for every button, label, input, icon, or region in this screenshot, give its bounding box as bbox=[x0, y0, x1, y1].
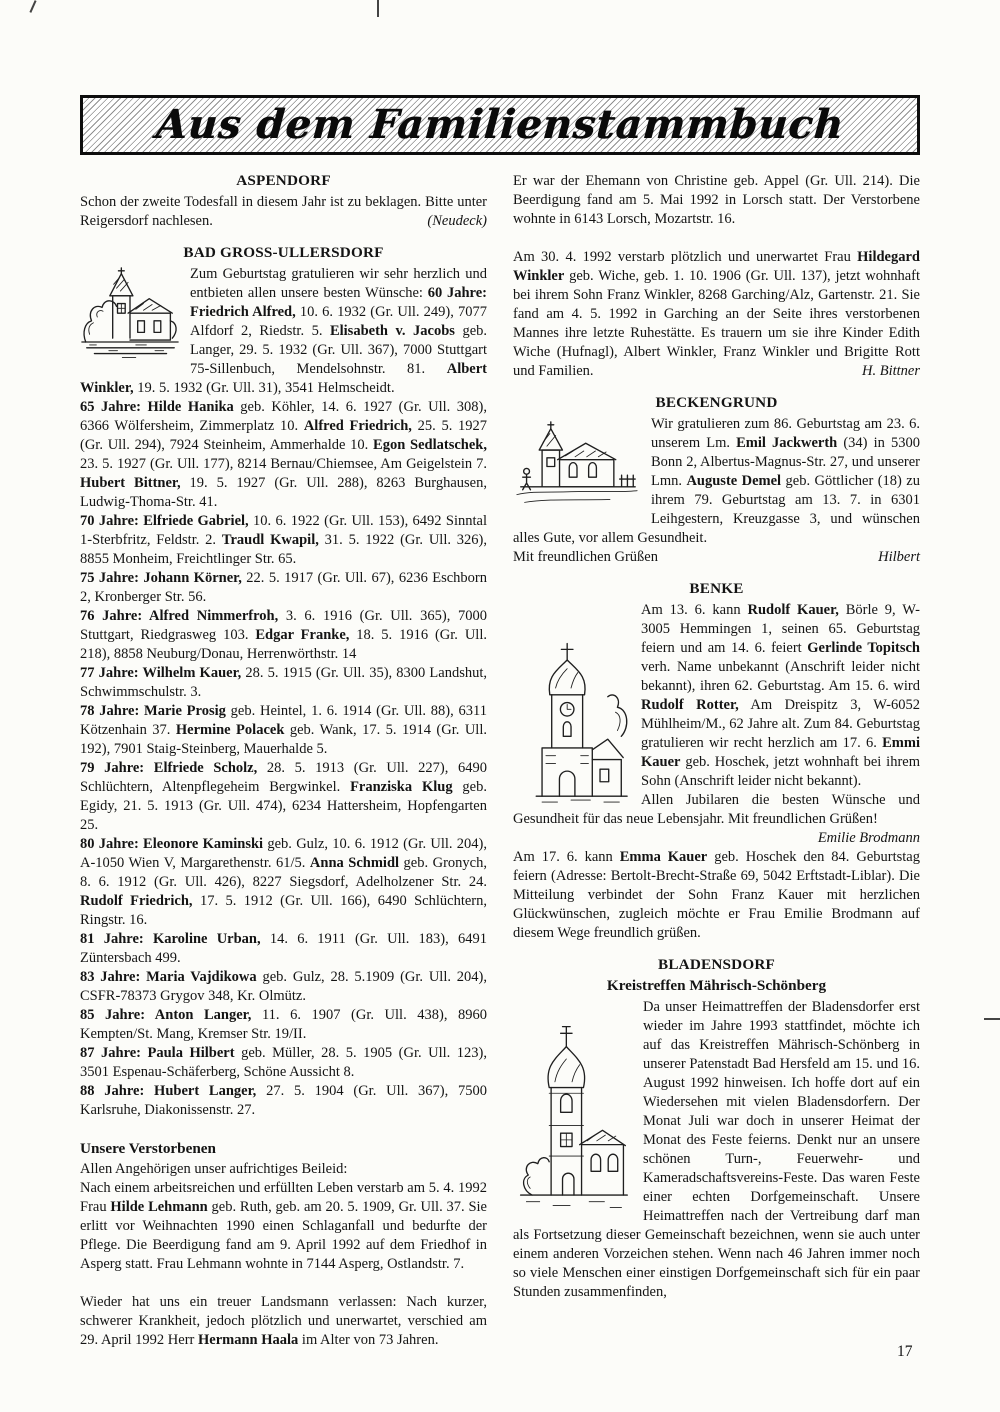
section-benke bbox=[513, 601, 920, 943]
signature: (Neudeck) bbox=[427, 213, 487, 229]
paragraph: Nach einem arbeitsreichen und erfüllten Leben verstarb am 5. 4. 1992 Frau Hilde Lehmann geb. Ruth, geb. am 20. 5. 1909, Gr. Ull. 37. Sie erlitt vor Weihnachten 1990 einen Schlaganfall und bedurfte der Pflege. Die Beerdigung fand am 9. April 1992 auf dem Friedhof in Asperg statt. Frau Lehmann wohnte in 7144 Asperg, Ostlandstr. 7. bbox=[80, 1180, 487, 1272]
paragraph: 77 Jahre: Wilhelm Kauer, 28. 5. 1915 (Gr. Ull. 35), 8300 Landshut, Schwimmschulstr. 3. bbox=[80, 665, 487, 700]
paragraph: 87 Jahre: Paula Hilbert geb. Müller, 28. 5. 1905 (Gr. Ull. 123), 3501 Espenau-Schäferberg, Schöne Aussicht 8. bbox=[80, 1045, 487, 1080]
section-bladensdorf bbox=[513, 998, 920, 1302]
left-column bbox=[80, 172, 487, 1350]
section-banner bbox=[80, 95, 920, 155]
paragraph: Am 13. 6. kann Rudolf Kauer, Börle 9, W-3005 Hemmingen 1, seinen 65. Geburtstag feiern und am 14. 6. feiert Gerlinde Topitsch verh. Name unbekannt (Anschrift leider nicht bekannt), ihren 62. Geburtstag. Am 15. 6. wird Rudolf Rotter, Am Dreispitz 3, W-6052 Mühlheim/M., 62 Jahre alt. Zum 84. Geburtstag gratulieren wir recht herzlich am 17. 6. Emmi Kauer geb. Hoschek, jetzt wohnhaft bei ihrem Sohn (Anschrift leider nicht bekannt). bbox=[641, 602, 921, 789]
page-number: 17 bbox=[897, 1343, 913, 1360]
church-illustration-icon bbox=[80, 267, 180, 367]
section-heading-benke: BENKE bbox=[689, 580, 744, 597]
paragraph: Mit freundlichen Grüßen Hilbert bbox=[513, 549, 920, 565]
paragraph: 70 Jahre: Elfriede Gabriel, 10. 6. 1922 (Gr. Ull. 153), 6492 Sinntal 1-Sterbfritz, Feldstr. 2. Traudl Kwapil, 31. 5. 1922 (Gr. Ull. 326), 8855 Monheim, Freichtlinger Str. 65. bbox=[80, 513, 488, 567]
paragraph: 79 Jahre: Elfriede Scholz, 28. 5. 1913 (Gr. Ull. 227), 6490 Schlüchtern, Altenpflegeheim Bergwinkel. Franziska Klug geb. Egidy, 21. 5. 1913 (Gr. Ull. 474), 6234 Hattersheim, Hopfengarten 25. bbox=[80, 760, 488, 833]
section-beckengrund bbox=[513, 415, 920, 567]
paragraph: 80 Jahre: Eleonore Kaminski geb. Gulz, 10. 6. 1912 (Gr. Ull. 204), A-1050 Wien V, Margarethenstr. 61/5. Anna Schmidl geb. Gronych, 8. 6. 1912 (Gr. Ull. 426), 8227 Siegsdorf, Adelholzener Str. 24. Rudolf Friedrich, 17. 5. 1912 (Gr. Ull. 166), 6490 Schlüchtern, Ringstr. 16. bbox=[80, 836, 488, 928]
baroque-church-illustration-icon bbox=[513, 1000, 633, 1216]
section-subheading-kreistreffen: Kreistreffen Mährisch-Schönberg bbox=[606, 977, 827, 994]
paragraph: Am 30. 4. 1992 verstarb plötzlich und unerwartet Frau Hildegard Winkler geb. Wiche, geb. 1. 10. 1906 (Gr. Ull. 137), jetzt wohnhaft bei ihrem Sohn Franz Winkler, 8268 Garching/Alz, Gartenstr. 21. Sie fand am 4. 5. 1992 in Garching an der Seite ihres verstorbenen Mannes ihre letzte Ruhestätte. Es trauern um sie ihre Kinder Edith Wiche (Hufnagl), Albert Winkler, Franz Winkler und Brigitte Rott und Familien. H. Bittner bbox=[513, 249, 920, 379]
section-heading-beckengrund: BECKENGRUND bbox=[655, 394, 778, 411]
section-heading-aspendorf: ASPENDORF bbox=[236, 172, 331, 189]
paragraph: Da unser Heimattreffen der Bladensdorfer erst wieder im Jahre 1993 stattfindet, möchte ich auf das Kreistreffen Mährisch-Schönberg in unserer Patenstadt Bad Hersfeld am 15. und 16. August 1992 hinweisen. Ich hoffe dort auf ein Wiedersehen mit vielen Bladensdorfern. Der Monat Juli war doch in unserer Heimat der Monat des Feste feierns. Denkt nur an unsere schönen Turn-, Feuerwehr- und Kameradschaftsvereins-Feste. Das waren Feste einer echten Dorfgemeinschaft. Unsere Heimattreffen nach der Vertreibung darf man als Fortsetzung dieser Gemeinschaft bezeichnen, wenn sie auch unter einem anderen Vorzeichen stehen. Wenn nach 46 Jahren immer noch so viele Menschen einer einstigen Dorfgemeinschaft sich für ein paar Stunden zusammenfinden, bbox=[513, 999, 920, 1300]
section-winkler-obituary bbox=[513, 172, 920, 381]
paragraph: Allen Jubilaren die besten Wünsche und Gesundheit für das neue Lebensjahr. Mit freundlichen Grüßen! Emilie Brodmann bbox=[513, 792, 920, 846]
two-column-layout bbox=[80, 172, 920, 1350]
section-verstorbene bbox=[80, 1160, 487, 1350]
section-heading-bad-gross-ullersdorf: BAD GROSS-ULLERSDORF bbox=[183, 244, 384, 261]
paragraph: Wir gratulieren zum 86. Geburtstag am 23. 6. unserem Lm. Emil Jackwerth (34) in 5300 Bonn 2, Albertus-Magnus-Str. 27, und unserer Lmn. Auguste Demel geb. Göttlicher (18) zu ihrem 79. Geburtstag am 13. 7. in 6301 Leihgestern, Kreuzgasse 3, und wünschen alles Gute, vor allem Gesundheit. bbox=[513, 416, 920, 546]
paragraph: 85 Jahre: Anton Langer, 11. 6. 1907 (Gr. Ull. 438), 8960 Kempten/St. Mang, Kremser Str. 19/II. bbox=[80, 1007, 487, 1042]
page-title: Aus dem Familienstammbuch bbox=[154, 101, 846, 148]
registration-mark bbox=[29, 0, 36, 13]
section-aspendorf bbox=[80, 193, 487, 231]
page-content bbox=[80, 95, 920, 1350]
paragraph: 88 Jahre: Hubert Langer, 27. 5. 1904 (Gr. Ull. 367), 7500 Karlsruhe, Diakonissenstr. 27. bbox=[80, 1083, 487, 1118]
right-column bbox=[513, 172, 920, 1350]
paragraph: 83 Jahre: Maria Vajdikowa geb. Gulz, 28. 5.1909 (Gr. Ull. 204), CSFR-78373 Grygov 348, Kr. Olmütz. bbox=[80, 969, 487, 1004]
signature: Emilie Brodmann bbox=[817, 830, 920, 846]
chapel-illustration-icon bbox=[513, 417, 641, 516]
paragraph: 65 Jahre: Hilde Hanika geb. Köhler, 14. 6. 1927 (Gr. Ull. 308), 6366 Wölfersheim, Zimmerplatz 10. Alfred Friedrich, 25. 5. 1927 (Gr. Ull. 294), 7924 Steinheim, Ammerhalde 10. Egon Sedlatschek, 23. 5. 1927 (Gr. Ull. 177), 8214 Bernau/Chiemsee, Am Geigelstein 7. Hubert Bittner, 19. 5. 1927 (Gr. Ull. 288), 8263 Burghausen, Ludwig-Thoma-Str. 41. bbox=[80, 399, 488, 510]
paragraph: Zum Geburtstag gratulieren wir sehr herzlich und entbieten allen unsere besten Wünsche: 60 Jahre: Friedrich Alfred, 10. 6. 1932 (Gr. Ull. 249), 7077 Alfdorf 2, Riedstr. 5. Elisabeth v. Jacobs geb. Langer, 29. 5. 1932 (Gr. Ull. 367), 7000 Stuttgart 75-Sillenbuch, Mendelsohnstr. 81. Albert Winkler, 19. 5. 1932 (Gr. Ull. 31), 3541 Helmscheidt. bbox=[80, 266, 487, 396]
onion-dome-chapel-illustration-icon bbox=[513, 603, 631, 803]
paragraph: Er war der Ehemann von Christine geb. Appel (Gr. Ull. 214). Die Beerdigung fand am 5. Mai 1992 in Lorsch statt. Der Verstorbene wohnte in 6143 Lorsch, Mozartstr. 16. bbox=[513, 173, 920, 227]
section-heading-verstorbene: Unsere Verstorbenen bbox=[80, 1140, 216, 1157]
paragraph: 81 Jahre: Karoline Urban, 14. 6. 1911 (Gr. Ull. 183), 6491 Züntersbach 499. bbox=[80, 931, 487, 966]
signature: H. Bittner bbox=[862, 363, 920, 379]
paragraph: Allen Angehörigen unser aufrichtiges Beileid: bbox=[80, 1161, 348, 1177]
paragraph: 78 Jahre: Marie Prosig geb. Heintel, 1. 6. 1914 (Gr. Ull. 88), 6311 Kötzenhain 37. Hermine Polacek geb. Wank, 17. 5. 1914 (Gr. Ull. 192), 7901 Staig-Steinberg, Mauerhalde 5. bbox=[80, 703, 487, 757]
registration-mark bbox=[984, 1018, 1000, 1020]
paragraph: Wieder hat uns ein treuer Landsmann verlassen: Nach kurzer, schwerer Krankheit, jedoch plötzlich und unerwartet, verschied am 29. April 1992 Herr Hermann Haala im Alter von 73 Jahren. bbox=[80, 1294, 487, 1348]
section-bad-gross-ullersdorf bbox=[80, 265, 487, 1120]
paragraph: 75 Jahre: Johann Körner, 22. 5. 1917 (Gr. Ull. 67), 6236 Eschborn 2, Kronberger Str. 56. bbox=[80, 570, 487, 605]
signature: Hilbert bbox=[878, 549, 920, 565]
paragraph: 76 Jahre: Alfred Nimmerfroh, 3. 6. 1916 (Gr. Ull. 365), 7000 Stuttgart, Riedgrasweg 103. Edgar Franke, 18. 5. 1916 (Gr. Ull. 218), 8858 Neuburg/Donau, Herrenwörthstr. 14 bbox=[80, 608, 487, 662]
registration-mark bbox=[377, 0, 379, 17]
paragraph: Am 17. 6. kann Emma Kauer geb. Hoschek den 84. Geburtstag feiern (Adresse: Bertolt-Brecht-Straße 69, 5042 Erftstadt-Liblar). Die Mitteilung verbindet der Sohn Franz Kauer mit herzlichen Glückwünschen, zugleich möchte er Frau Emilie Brodmann auf diesem Wege freundlich grüßen. bbox=[513, 849, 920, 941]
paragraph: Schon der zweite Todesfall in diesem Jahr ist zu beklagen. Bitte unter Reigersdorf nachlesen. (Neudeck) bbox=[80, 194, 487, 229]
section-heading-bladensdorf: BLADENSDORF bbox=[658, 956, 775, 973]
